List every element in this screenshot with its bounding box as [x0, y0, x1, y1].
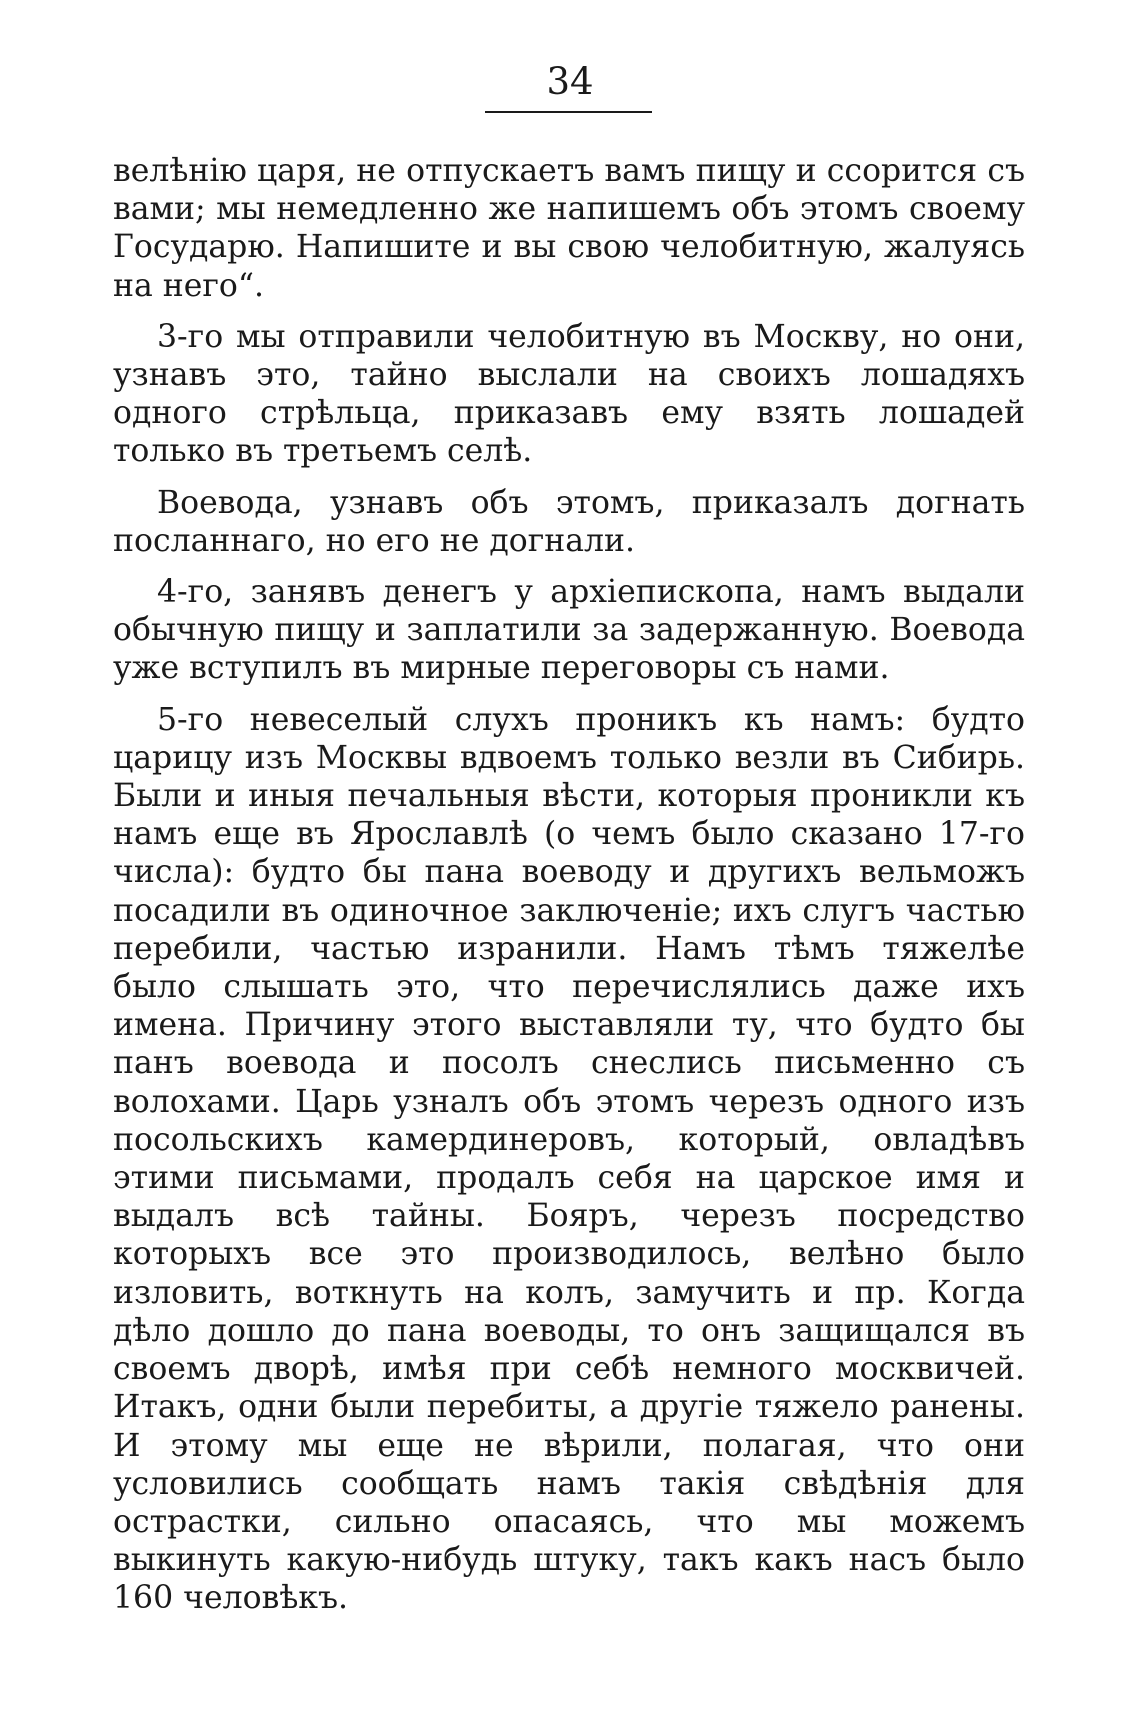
page-number: 34 — [546, 60, 594, 103]
header-rule — [485, 111, 652, 113]
paragraph-continuation: велѣнію царя, не отпускаетъ вамъ пищу и ссорится съ вами; мы немедленно же напишемъ объ этомъ своему Государю. Напишите и вы свою челобитную, жалуясь на него“. — [113, 153, 1025, 304]
paragraph-5th: 5-го невеселый слухъ проникъ къ намъ: будто царицу изъ Москвы вдвоемъ только везли въ Сибирь. Были и иныя печальныя вѣсти, которыя проникли къ намъ еще въ Ярославлѣ (о чемъ было сказано 17-го числа): будто бы пана воеводу и другихъ вельможъ посадили въ одиночное заключеніе; ихъ слугъ частью перебили, частью изранили. Намъ тѣмъ тяжелѣе было слышать это, что перечислялись даже ихъ имена. Причину этого выставляли ту, что будто бы панъ воевода и посолъ снеслись письменно съ волохами. Царь узналъ объ этомъ черезъ одного изъ посольскихъ камердинеровъ, который, овладѣвъ этими письмами, продалъ себя на царское имя и выдалъ всѣ тайны. Бояръ, черезъ посредство которыхъ все это производилось, велѣно было изловить, воткнуть на колъ, замучить и пр. Когда дѣло дошло до пана воеводы, то онъ защищался въ своемъ дворѣ, имѣя при себѣ немного москвичей. Итакъ, одни были перебиты, а другіе тяжело ранены. И этому мы еще не вѣрили, полагая, что они условились сообщать намъ такія свѣдѣнія для острастки, сильно опасаясь, что мы можемъ выкинуть какую-нибудь штуку, такъ какъ насъ было 160 человѣкъ. — [113, 701, 1025, 1617]
body-text — [113, 152, 1025, 1618]
paragraph-voevoda: Воевода, узнавъ объ этомъ, приказалъ догнать посланнаго, но его не догнали. — [113, 484, 1025, 559]
paragraph-4th: 4-го, занявъ денегъ у архіепископа, намъ выдали обычную пищу и заплатили за задержанную. Воевода уже вступилъ въ мирные переговоры съ нами. — [113, 574, 1025, 687]
paragraph-3rd: 3-го мы отправили челобитную въ Москву, но они, узнавъ это, тайно выслали на своихъ лошадяхъ одного стрѣльца, приказавъ ему взять лошадей только въ третьемъ селѣ. — [113, 318, 1025, 470]
